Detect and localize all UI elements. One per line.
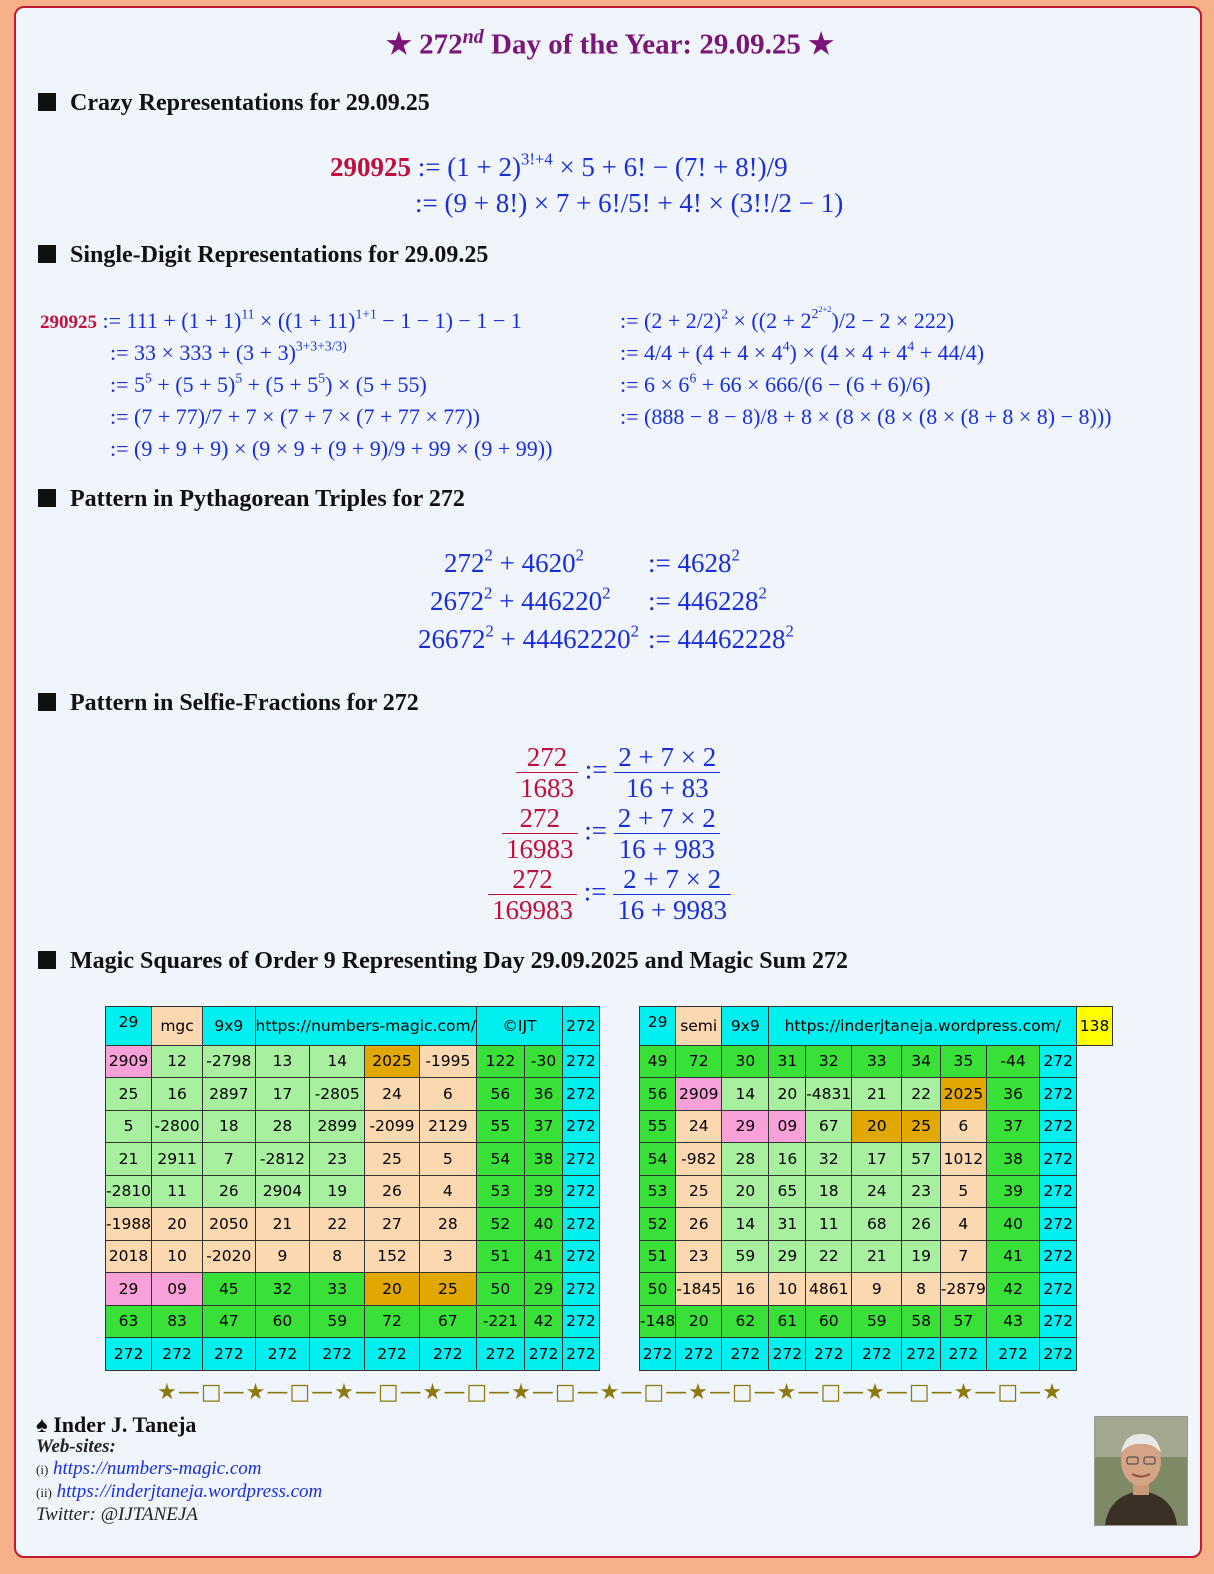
magic-cell: 25 <box>365 1143 420 1176</box>
magic-cell: 29 <box>722 1110 769 1143</box>
magic-cell: 83 <box>152 1305 203 1338</box>
magic-cell: 272 <box>769 1338 806 1371</box>
magic-corner-cell: 29 <box>106 1007 152 1046</box>
magic-label-cell: semi <box>676 1007 722 1046</box>
magic-cell: 25 <box>106 1078 152 1111</box>
magic-cell: 272 <box>563 1143 600 1176</box>
single-line-8: := $6 \times 6^6 + 66 \times 666/(6 - (6 + 6)/6)$ <box>620 370 931 397</box>
magic-cell: 2899 <box>310 1110 365 1143</box>
magic-cell: 21 <box>852 1078 902 1111</box>
magic-cell: 272 <box>1040 1143 1077 1176</box>
magic-cell: 11 <box>152 1175 203 1208</box>
magic-cell: 20 <box>365 1273 420 1306</box>
magic-cell: 26 <box>676 1208 722 1241</box>
magic-cell: 24 <box>676 1110 722 1143</box>
magic-url-cell: https://numbers-magic.com/ <box>255 1007 476 1046</box>
magic-cell: 272 <box>255 1338 310 1371</box>
magic-row <box>106 1110 627 1143</box>
magic-cell: -44 <box>986 1045 1039 1078</box>
crazy-line-2: := (9 + 8!) × 7 + 6!/5! + 4! × (3!!/2 − 1) <box>415 188 844 218</box>
magic-cell: 13 <box>255 1045 310 1078</box>
magic-row <box>106 1045 627 1078</box>
magic-order-cell: 9x9 <box>203 1007 255 1046</box>
magic-cell: 5 <box>940 1175 986 1208</box>
single-line-7: := $4/4 + (4 + 4 \times 4^4) \times (4 \times 4 + 4^4 + 44/4)$ <box>620 338 985 365</box>
magic-row <box>640 1110 1113 1143</box>
magic-cell: 9 <box>852 1273 902 1306</box>
magic-row <box>640 1078 1113 1111</box>
magic-cell: 26 <box>203 1175 255 1208</box>
magic-cell: 272 <box>106 1338 152 1371</box>
magic-cell: 29 <box>525 1273 563 1306</box>
magic-cell: 10 <box>769 1273 806 1306</box>
magic-cell: 22 <box>310 1208 365 1241</box>
magic-cell: 53 <box>476 1175 524 1208</box>
magic-cell: 2909 <box>106 1045 152 1078</box>
magic-cell: 41 <box>986 1240 1039 1273</box>
magic-cell: 272 <box>563 1045 600 1078</box>
magic-cell: 272 <box>525 1338 563 1371</box>
magic-cell: 272 <box>563 1305 600 1338</box>
magic-header-row <box>640 1007 1113 1046</box>
magic-cell: 17 <box>255 1078 310 1111</box>
magic-cell: -2805 <box>310 1078 365 1111</box>
magic-row <box>640 1175 1113 1208</box>
single-line-3: := $5^5 + (5 + 5)^5 + (5 + 5^5) \times (5 + 55)$ <box>110 370 427 397</box>
magic-cell: 29 <box>106 1273 152 1306</box>
magic-cell: 22 <box>902 1078 940 1111</box>
magic-cell: 2904 <box>255 1175 310 1208</box>
magic-url-cell: https://inderjtaneja.wordpress.com/ <box>769 1007 1077 1046</box>
magic-square-right <box>639 1006 1113 1371</box>
magic-cell: 272 <box>940 1338 986 1371</box>
magic-cell: 272 <box>563 1078 600 1111</box>
website-1-link[interactable]: https://numbers-magic.com <box>53 1458 262 1479</box>
magic-cell: 272 <box>722 1338 769 1371</box>
website-2: (ii) https://inderjtaneja.wordpress.com <box>36 1481 323 1502</box>
magic-cell: 20 <box>152 1208 203 1241</box>
magic-cell: 122 <box>476 1045 524 1078</box>
magic-cell: -2800 <box>152 1110 203 1143</box>
magic-cell: 55 <box>640 1110 676 1143</box>
magic-cell: 4 <box>940 1208 986 1241</box>
magic-cell: -2812 <box>255 1143 310 1176</box>
magic-cell: 09 <box>152 1273 203 1306</box>
magic-cell: 33 <box>852 1045 902 1078</box>
magic-cell: 52 <box>640 1208 676 1241</box>
magic-cell: 8 <box>902 1273 940 1306</box>
magic-cell: 272 <box>563 1208 600 1241</box>
magic-cell: 47 <box>203 1305 255 1338</box>
crazy-line-1: 290925 := $(1 + 2)^{3!+4} \times 5 + 6$! − (7! + 8!)/9 <box>330 149 788 182</box>
magic-cell: 24 <box>852 1175 902 1208</box>
magic-row <box>640 1045 1113 1078</box>
magic-cell: -2099 <box>365 1110 420 1143</box>
twitter-handle: Twitter: @IJTANEJA <box>36 1504 198 1525</box>
magic-cell: 272 <box>806 1338 852 1371</box>
magic-cell: 72 <box>676 1045 722 1078</box>
magic-cell: 272 <box>1040 1338 1077 1371</box>
magic-cell: 272 <box>365 1338 420 1371</box>
magic-cell: 7 <box>203 1143 255 1176</box>
magic-cell: 5 <box>419 1143 476 1176</box>
pythag-line-2: $2672^2 + 446220^2$ <box>430 583 611 616</box>
magic-cell: 59 <box>310 1305 365 1338</box>
magic-square-left <box>105 1006 627 1371</box>
magic-cell: 20 <box>676 1305 722 1338</box>
magic-cell: -1845 <box>676 1273 722 1306</box>
magic-cell: 272 <box>476 1338 524 1371</box>
magic-cell: 20 <box>722 1175 769 1208</box>
bullet-square-icon <box>38 245 56 263</box>
magic-cell: -221 <box>476 1305 524 1338</box>
magic-cell: 51 <box>476 1240 524 1273</box>
magic-row <box>640 1305 1113 1338</box>
magic-cell: 272 <box>563 1273 600 1306</box>
magic-cell: 272 <box>902 1338 940 1371</box>
magic-cell: 4861 <box>806 1273 852 1306</box>
magic-cell: 45 <box>203 1273 255 1306</box>
magic-cell: 25 <box>419 1273 476 1306</box>
magic-row <box>106 1240 627 1273</box>
magic-cell: -4831 <box>806 1078 852 1111</box>
magic-cell: 23 <box>310 1143 365 1176</box>
magic-cell: 25 <box>676 1175 722 1208</box>
magic-copyright-cell: ©IJT <box>476 1007 562 1046</box>
bullet-square-icon <box>38 93 56 111</box>
magic-cell: 4 <box>419 1175 476 1208</box>
magic-cell: 60 <box>255 1305 310 1338</box>
section-selfie: Pattern in Selfie-Fractions for 272 <box>38 690 419 717</box>
pythag-result-3: := $44462228^2$ <box>648 621 794 654</box>
magic-cell: 51 <box>640 1240 676 1273</box>
magic-row <box>106 1175 627 1208</box>
single-line-2: := $33 \times 333 + (3 + 3)^{3+3+3/3)}$ <box>110 338 347 365</box>
magic-cell: 36 <box>525 1078 563 1111</box>
magic-cell: 272 <box>152 1338 203 1371</box>
magic-cell: 39 <box>986 1175 1039 1208</box>
magic-cell: 2025 <box>365 1045 420 1078</box>
magic-cell: 272 <box>676 1338 722 1371</box>
magic-cell: 19 <box>902 1240 940 1273</box>
magic-cell: 35 <box>940 1045 986 1078</box>
magic-cell: 2909 <box>676 1078 722 1111</box>
bullet-square-icon <box>38 693 56 711</box>
magic-cell: 60 <box>806 1305 852 1338</box>
magic-cell: -2879 <box>940 1273 986 1306</box>
magic-cell: 37 <box>525 1110 563 1143</box>
magic-cell: 10 <box>152 1240 203 1273</box>
magic-cell: -2798 <box>203 1045 255 1078</box>
magic-cell: 2897 <box>203 1078 255 1111</box>
magic-cell: 272 <box>203 1338 255 1371</box>
magic-cell: 14 <box>722 1078 769 1111</box>
magic-order-cell: 9x9 <box>722 1007 769 1046</box>
magic-cell: 67 <box>806 1110 852 1143</box>
magic-cell: 272 <box>986 1338 1039 1371</box>
single-line-5: := (9 + 9 + 9) × (9 × 9 + (9 + 9)/9 + 99 × (9 + 99)) <box>110 436 553 461</box>
magic-cell: 20 <box>769 1078 806 1111</box>
magic-cell: -2020 <box>203 1240 255 1273</box>
magic-cell: 6 <box>419 1078 476 1111</box>
section-magic: Magic Squares of Order 9 Representing Day 29.09.2025 and Magic Sum 272 <box>38 948 848 975</box>
author-photo <box>1094 1416 1188 1526</box>
section-single: Single-Digit Representations for 29.09.25 <box>38 242 488 269</box>
magic-cell: -1988 <box>106 1208 152 1241</box>
magic-cell: 63 <box>106 1305 152 1338</box>
magic-cell: -148 <box>640 1305 676 1338</box>
magic-cell: 16 <box>722 1273 769 1306</box>
magic-cell: 57 <box>940 1305 986 1338</box>
single-line-4: := (7 + 77)/7 + 7 × (7 + 7 × (7 + 77 × 77)) <box>110 404 480 429</box>
magic-cell: 2025 <box>940 1078 986 1111</box>
magic-cell: 29 <box>769 1240 806 1273</box>
website-1: (i) https://numbers-magic.com <box>36 1458 262 1479</box>
magic-sum-cell: 272 <box>563 1007 600 1046</box>
magic-cell: 28 <box>722 1143 769 1176</box>
magic-cell: 54 <box>640 1143 676 1176</box>
magic-cell: 24 <box>365 1078 420 1111</box>
magic-cell: 21 <box>106 1143 152 1176</box>
magic-sum-cell: 138 <box>1077 1007 1113 1046</box>
magic-cell: 2911 <box>152 1143 203 1176</box>
magic-cell: 2018 <box>106 1240 152 1273</box>
magic-cell: 25 <box>902 1110 940 1143</box>
magic-cell: 272 <box>1040 1305 1077 1338</box>
single-line-6: := $(2 + 2/2)^2 \times ((2 + 2^{2^{2+2}})/2 - 2 \times 222)$ <box>620 304 955 333</box>
magic-cell: 23 <box>902 1175 940 1208</box>
author-name: ♠ Inder J. Taneja <box>36 1412 197 1437</box>
magic-label-cell: mgc <box>152 1007 203 1046</box>
magic-cell: 1012 <box>940 1143 986 1176</box>
magic-cell: 09 <box>769 1110 806 1143</box>
bullet-square-icon <box>38 489 56 507</box>
magic-cell: 40 <box>525 1208 563 1241</box>
magic-cell: 272 <box>419 1338 476 1371</box>
magic-cell: 67 <box>419 1305 476 1338</box>
magic-row <box>640 1240 1113 1273</box>
magic-cell: 65 <box>769 1175 806 1208</box>
magic-cell: 18 <box>806 1175 852 1208</box>
magic-cell: 40 <box>986 1208 1039 1241</box>
magic-cell: 49 <box>640 1045 676 1078</box>
magic-cell: -1995 <box>419 1045 476 1078</box>
magic-cell: 57 <box>902 1143 940 1176</box>
magic-cell: 23 <box>676 1240 722 1273</box>
magic-row <box>640 1143 1113 1176</box>
magic-cell: 272 <box>310 1338 365 1371</box>
bullet-square-icon <box>38 951 56 969</box>
magic-cell: 58 <box>902 1305 940 1338</box>
magic-cell: 41 <box>525 1240 563 1273</box>
magic-cell: 38 <box>986 1143 1039 1176</box>
magic-cell: 11 <box>806 1208 852 1241</box>
magic-cell: 42 <box>525 1305 563 1338</box>
magic-cell: 56 <box>476 1078 524 1111</box>
pythag-result-2: := $446228^2$ <box>648 583 767 616</box>
magic-cell: 6 <box>940 1110 986 1143</box>
pythag-line-1: $272^2 + 4620^2$ <box>444 545 584 578</box>
magic-cell: 43 <box>986 1305 1039 1338</box>
magic-corner-cell: 29 <box>640 1007 676 1046</box>
magic-row <box>640 1273 1113 1306</box>
magic-cell: 59 <box>852 1305 902 1338</box>
magic-cell: 32 <box>806 1143 852 1176</box>
magic-cell: 26 <box>902 1208 940 1241</box>
magic-cell: 39 <box>525 1175 563 1208</box>
magic-cell: 19 <box>310 1175 365 1208</box>
magic-cell: 53 <box>640 1175 676 1208</box>
magic-cell: 52 <box>476 1208 524 1241</box>
magic-cell: 272 <box>852 1338 902 1371</box>
magic-cell: 27 <box>365 1208 420 1241</box>
magic-cell: 61 <box>769 1305 806 1338</box>
magic-cell: 272 <box>1040 1208 1077 1241</box>
magic-cell: 42 <box>986 1273 1039 1306</box>
magic-cell: 72 <box>365 1305 420 1338</box>
magic-cell: 152 <box>365 1240 420 1273</box>
magic-cell: 30 <box>722 1045 769 1078</box>
magic-row <box>106 1208 627 1241</box>
magic-cell: 272 <box>1040 1110 1077 1143</box>
magic-cell: 34 <box>902 1045 940 1078</box>
pythag-line-3: $26672^2 + 44462220^2$ <box>418 621 639 654</box>
magic-cell: 36 <box>986 1078 1039 1111</box>
author-photo-image <box>1095 1417 1187 1525</box>
magic-cell: 21 <box>255 1208 310 1241</box>
magic-cell: 17 <box>852 1143 902 1176</box>
magic-cell: 3 <box>419 1240 476 1273</box>
magic-cell: 272 <box>563 1175 600 1208</box>
magic-cell: 32 <box>255 1273 310 1306</box>
magic-cell: -30 <box>525 1045 563 1078</box>
section-crazy: Crazy Representations for 29.09.25 <box>38 90 430 117</box>
magic-cell: 272 <box>563 1110 600 1143</box>
magic-row <box>106 1273 627 1306</box>
magic-cell: -2810 <box>106 1175 152 1208</box>
magic-cell: 12 <box>152 1045 203 1078</box>
magic-cell: 2050 <box>203 1208 255 1241</box>
magic-cell: 56 <box>640 1078 676 1111</box>
magic-cell: -982 <box>676 1143 722 1176</box>
magic-cell: 31 <box>769 1045 806 1078</box>
magic-cell: 272 <box>640 1338 676 1371</box>
pythag-result-1: := $4628^2$ <box>648 545 740 578</box>
website-2-link[interactable]: https://inderjtaneja.wordpress.com <box>56 1481 323 1502</box>
magic-cell: 26 <box>365 1175 420 1208</box>
section-pythag: Pattern in Pythagorean Triples for 272 <box>38 486 465 513</box>
magic-cell: 21 <box>852 1240 902 1273</box>
magic-cell: 272 <box>563 1338 600 1371</box>
magic-cell: 16 <box>152 1078 203 1111</box>
magic-header-row <box>106 1007 627 1046</box>
magic-cell: 32 <box>806 1045 852 1078</box>
magic-cell: 18 <box>203 1110 255 1143</box>
single-line-9: := (888 − 8 − 8)/8 + 8 × (8 × (8 × (8 × (8 + 8 × 8) − 8))) <box>620 404 1112 429</box>
magic-row <box>106 1143 627 1176</box>
magic-row <box>106 1078 627 1111</box>
magic-cell: 16 <box>769 1143 806 1176</box>
page-title: ★ 272nd Day of the Year: 29.09.25 ★ <box>385 26 835 61</box>
magic-cell: 62 <box>722 1305 769 1338</box>
magic-sum-row <box>106 1338 627 1371</box>
magic-cell: 38 <box>525 1143 563 1176</box>
magic-cell: 272 <box>1040 1045 1077 1078</box>
magic-cell: 272 <box>1040 1175 1077 1208</box>
magic-cell: 14 <box>310 1045 365 1078</box>
magic-cell: 50 <box>640 1273 676 1306</box>
selfie-fraction-3: $\frac{272}{169983}$ := $\frac{2 + 7 \times 2}{16 + 9983}$ <box>488 864 731 925</box>
magic-row <box>640 1208 1113 1241</box>
divider: ★—□—★—□—★—□—★—□—★—□—★—□—★—□—★—□—★—□—★—□—★ <box>157 1380 1063 1405</box>
magic-cell: 59 <box>722 1240 769 1273</box>
magic-cell: 50 <box>476 1273 524 1306</box>
magic-cell: 272 <box>563 1240 600 1273</box>
magic-cell: 14 <box>722 1208 769 1241</box>
magic-cell: 20 <box>852 1110 902 1143</box>
magic-cell: 28 <box>419 1208 476 1241</box>
magic-cell: 272 <box>1040 1240 1077 1273</box>
magic-cell: 9 <box>255 1240 310 1273</box>
magic-cell: 8 <box>310 1240 365 1273</box>
magic-cell: 22 <box>806 1240 852 1273</box>
single-line-1: 290925 := $111 + (1 + 1)^{11} \times ((1 + 11)^{1+1} - 1 - 1) - 1 - 1$ <box>40 306 522 333</box>
magic-cell: 68 <box>852 1208 902 1241</box>
magic-cell: 7 <box>940 1240 986 1273</box>
magic-cell: 54 <box>476 1143 524 1176</box>
magic-row <box>106 1305 627 1338</box>
page <box>14 6 1202 1558</box>
magic-cell: 28 <box>255 1110 310 1143</box>
magic-cell: 2129 <box>419 1110 476 1143</box>
magic-cell: 5 <box>106 1110 152 1143</box>
magic-cell: 33 <box>310 1273 365 1306</box>
magic-cell: 272 <box>1040 1273 1077 1306</box>
magic-cell: 31 <box>769 1208 806 1241</box>
selfie-fraction-2: $\frac{272}{16983}$ := $\frac{2 + 7 \times 2}{16 + 983}$ <box>502 803 720 864</box>
magic-cell: 55 <box>476 1110 524 1143</box>
magic-sum-row <box>640 1338 1113 1371</box>
websites-label: Web-sites: <box>36 1436 116 1457</box>
magic-cell: 37 <box>986 1110 1039 1143</box>
magic-cell: 272 <box>1040 1078 1077 1111</box>
selfie-fraction-1: $\frac{272}{1683}$ := $\frac{2 + 7 \times 2}{16 + 83}$ <box>516 742 720 803</box>
